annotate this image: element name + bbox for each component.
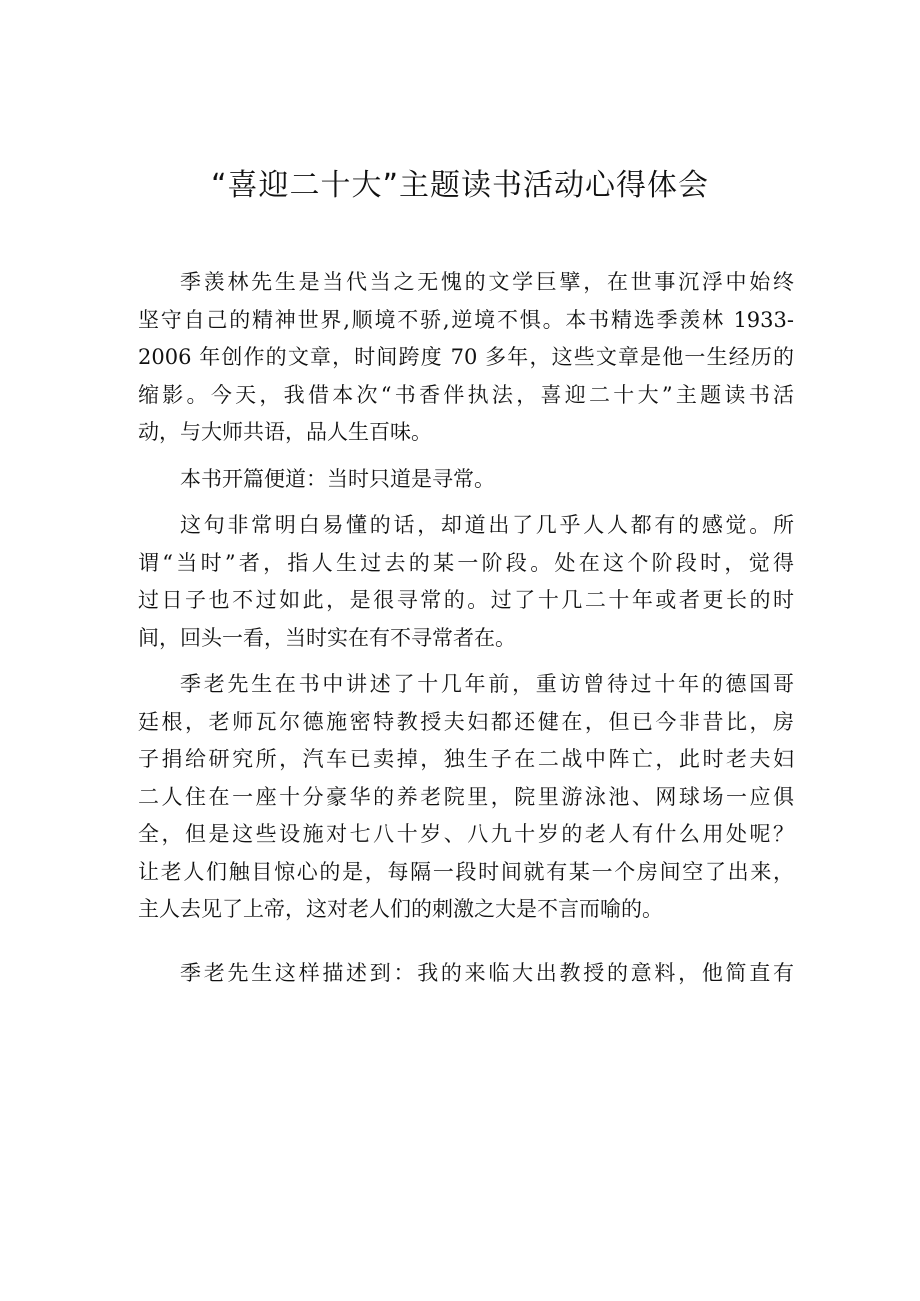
- paragraph-4: [138, 666, 794, 929]
- paragraph-2: [138, 461, 794, 499]
- text-line: 缩影。今天，我借本次“书香伴执法，喜迎二十大”主题读书活: [138, 382, 794, 407]
- text-line: 季老先生这样描述到：我的来临大出教授的意料，他简直有: [180, 960, 794, 985]
- text-line: 谓“当时”者，指人生过去的某一阶段。处在这个阶段时，觉得: [138, 550, 794, 575]
- text-line: 子捐给研究所，汽车已卖掉，独生子在二战中阵亡，此时老夫妇: [138, 747, 794, 771]
- text-line: 主人去见了上帝，这对老人们的刺激之大是不言而喻的。: [138, 897, 663, 921]
- text-line: 动，与大师共语，品人生百味。: [138, 420, 432, 444]
- text-line: 二人住在一座十分豪华的养老院里，院里游泳池、网球场一应俱: [138, 784, 794, 809]
- text-line: 间，回头一看，当时实在有不寻常者在。: [138, 625, 516, 650]
- text-line: 过日子也不过如此，是很寻常的。过了十几二十年或者更长的时: [138, 588, 794, 612]
- text-line: 这句非常明白易懂的话，却道出了几乎人人都有的感觉。所: [180, 513, 794, 537]
- text-line: 本书开篇便道：当时只道是寻常。: [180, 466, 495, 491]
- text-line: 季老先生在书中讲述了十几年前，重访曾待过十年的德国哥: [180, 672, 794, 696]
- document-body: [138, 264, 794, 992]
- paragraph-3: [138, 507, 794, 657]
- document-title: “喜迎二十大”主题读书活动心得体会: [210, 168, 710, 203]
- text-line: 全，但是这些设施对七八十岁、八九十岁的老人有什么用处呢？: [138, 822, 794, 846]
- paragraph-1: [138, 264, 794, 452]
- text-line: 季羡林先生是当代当之无愧的文学巨擘，在世事沉浮中始终: [180, 270, 794, 294]
- text-line: 让老人们触目惊心的是，每隔一段时间就有某一个房间空了出来，: [138, 859, 794, 884]
- text-line: 廷根，老师瓦尔德施密特教授夫妇都还健在，但已今非昔比，房: [138, 709, 794, 734]
- text-line: 2006 年创作的文章，时间跨度 70 多年，这些文章是他一生经历的: [138, 345, 794, 369]
- text-line: 坚守自己的精神世界,顺境不骄,逆境不惧。本书精选季羡林 1933-: [138, 307, 794, 332]
- paragraph-5: [138, 955, 794, 993]
